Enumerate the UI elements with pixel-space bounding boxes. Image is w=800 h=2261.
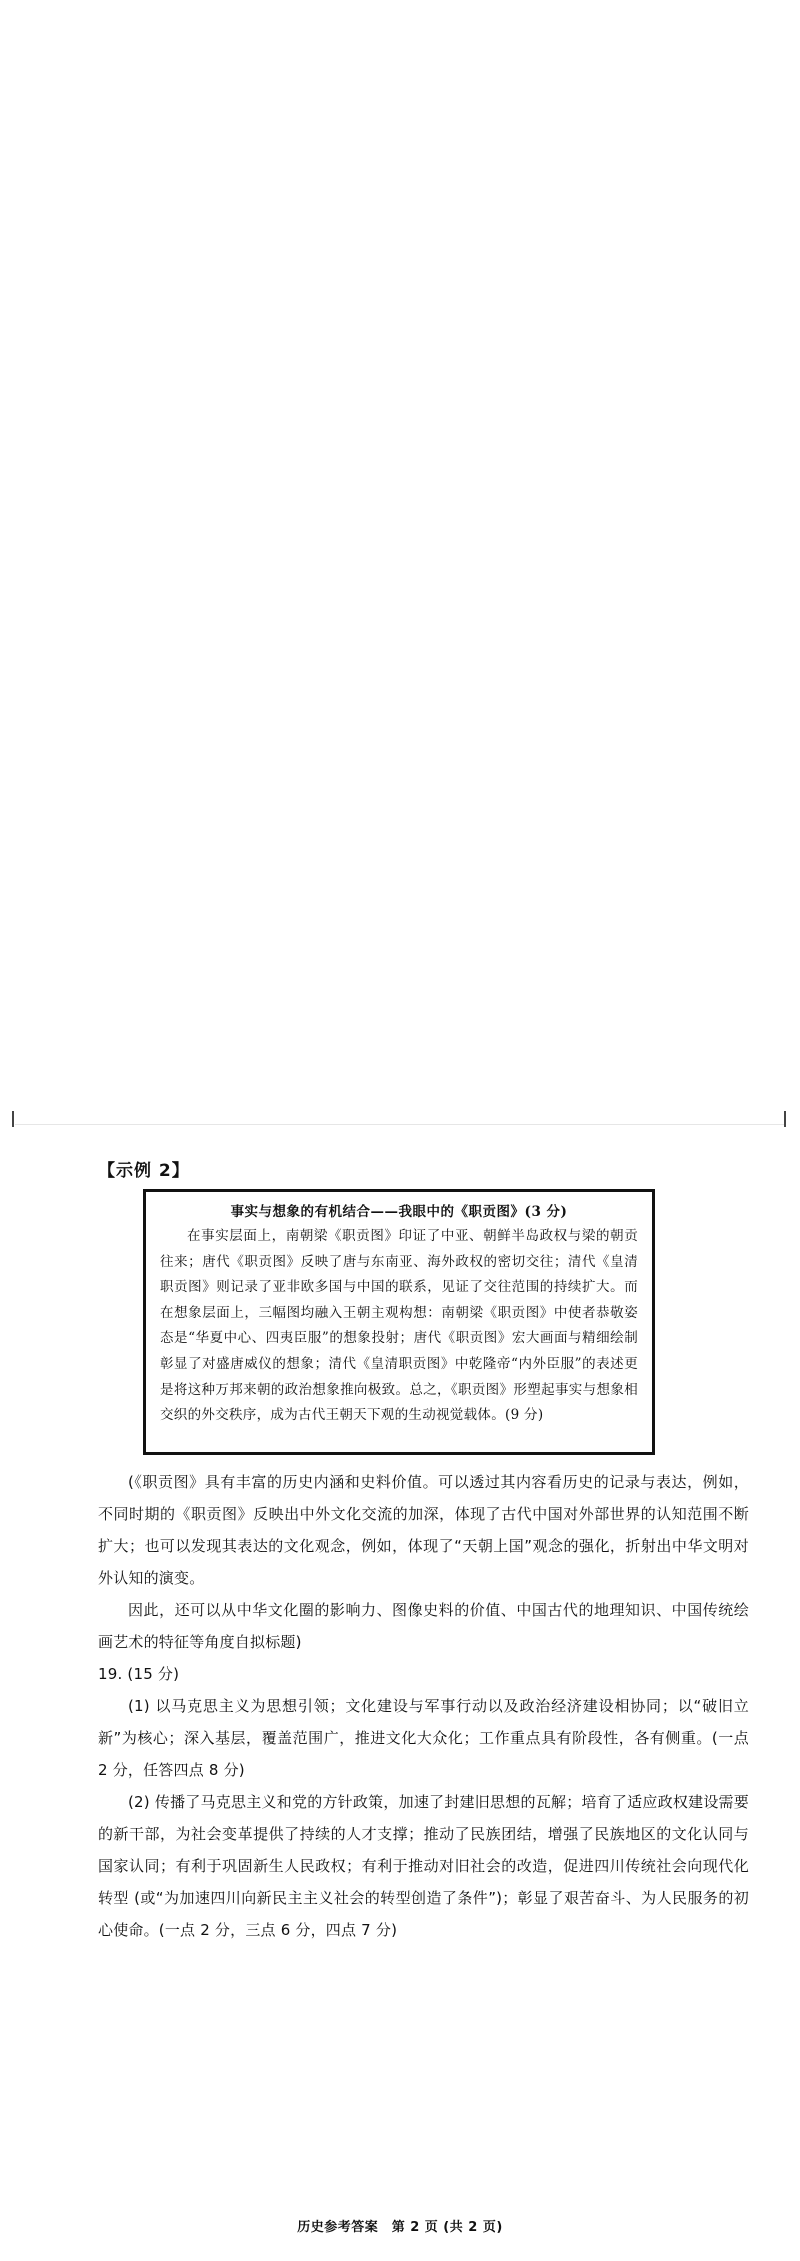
section-label: 【示例 2】: [98, 1161, 190, 1181]
example-body: 在事实层面上，南朝梁《职贡图》印证了中亚、朝鲜半岛政权与梁的朝贡往来；唐代《职贡图》反映了唐与东南亚、海外政权的密切交往；清代《皇清职贡图》则记录了亚非欧多国与中国的联系，见证了交往范围的持续扩大。而在想象层面上，三幅图均融入王朝主观构想：南朝梁《职贡图》中使者恭敬姿态是“华夏中心、四夷臣服”的想象投射；唐代《职贡图》宏大画面与精细绘制彰显了对盛唐威仪的想象；清代《皇清职贡图》中乾隆帝“内外臣服”的表述更是将这种万邦来朝的政治想象推向极致。总之，《职贡图》形塑起事实与想象相交织的外交秩序，成为古代王朝天下观的生动视觉载体。(9 分): [160, 1228, 638, 1424]
right-margin-mark: [784, 1111, 786, 1127]
answer-part-2: (2) 传播了马克思主义和党的方针政策，加速了封建旧思想的瓦解；培育了适应政权建设需要的新干部，为社会变革提供了持续的人才支撑；推动了民族团结，增强了民族地区的文化认同与国家认同；有利于巩固新生人民政权；有利于推动对旧社会的改造，促进四川传统社会向现代化转型 (或“为加速四川向新民主主义社会的转型创造了条件”)；彰显了艰苦奋斗、为人民服务的初心使命。(一点 2 分，三点 6 分，四点 7 分): [98, 1793, 749, 1939]
explanation-paragraph: 因此，还可以从中华文化圈的影响力、图像史料的价值、中国古代的地理知识、中国传统绘画艺术的特征等角度自拟标题): [98, 1601, 749, 1651]
example-title: 事实与想象的有机结合——我眼中的《职贡图》(3 分): [230, 1204, 568, 1220]
page-footer: 历史参考答案 第 2 页 (共 2 页): [297, 2220, 503, 2235]
left-margin-mark: [12, 1111, 14, 1127]
example-answer-box: [143, 1189, 655, 1455]
answer-content: [98, 1466, 749, 1946]
explanation-paragraph: (《职贡图》具有丰富的历史内涵和史料价值。可以透过其内容看历史的记录与表达，例如，不同时期的《职贡图》反映出中外文化交流的加深，体现了古代中国对外部世界的认知范围不断扩大；也可以发现其表达的文化观念，例如，体现了“天朝上国”观念的强化，折射出中华文明对外认知的演变。: [98, 1473, 749, 1587]
question-number: 19. (15 分): [98, 1665, 180, 1683]
answer-part-1: (1) 以马克思主义为思想引领；文化建设与军事行动以及政治经济建设相协同；以“破旧立新”为核心；深入基层，覆盖范围广，推进文化大众化；工作重点具有阶段性，各有侧重。(一点 2 分，任答四点 8 分): [98, 1697, 749, 1779]
page-separator-line: [15, 1124, 785, 1125]
